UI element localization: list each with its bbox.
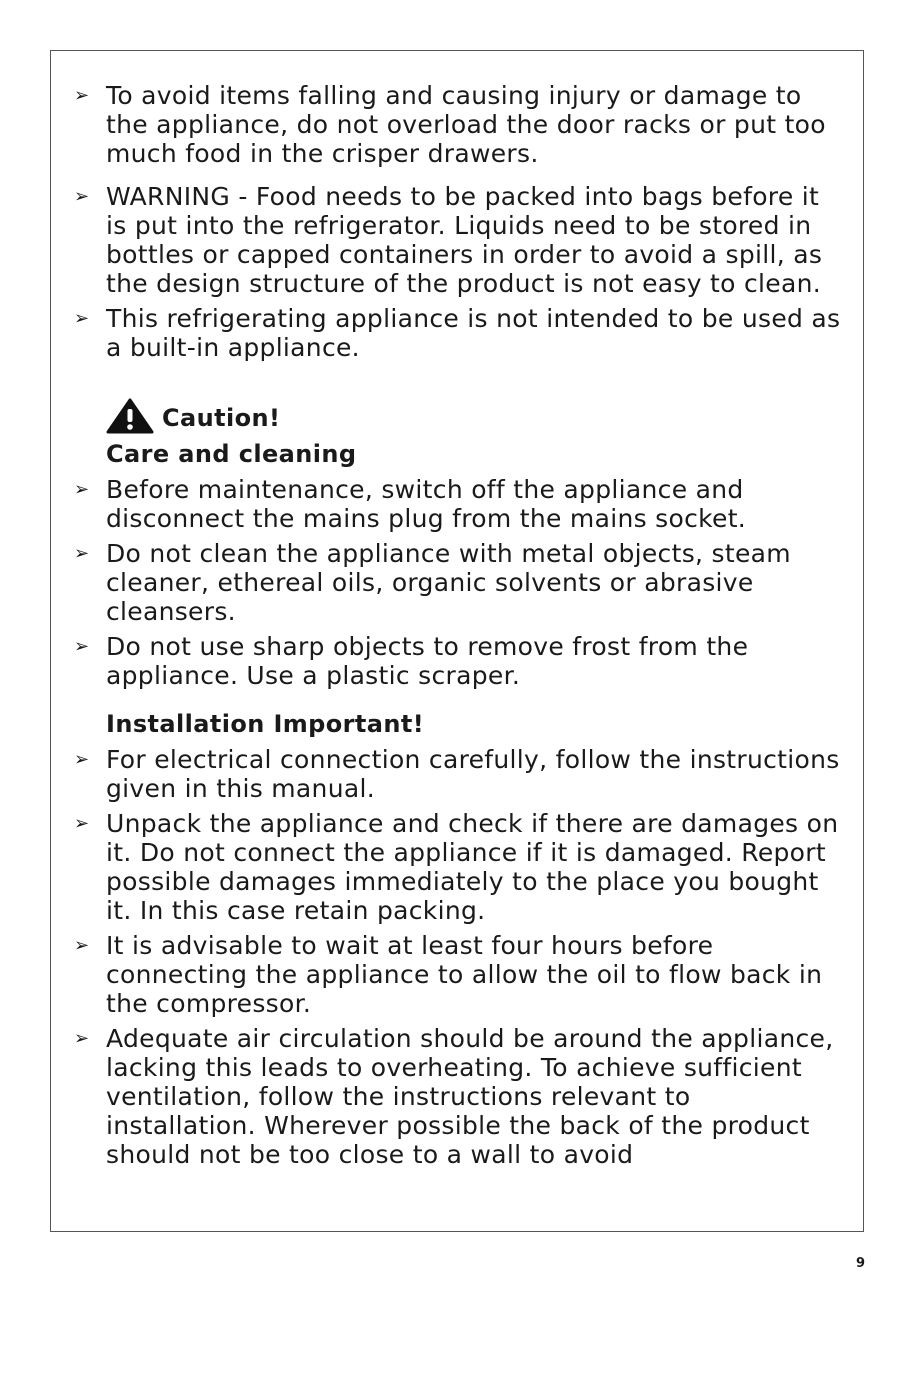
caution-block — [74, 398, 844, 438]
item-text: Unpack the appliance and check if there are damages on it. Do not connect the appliance if it is damaged. Report possible damages immediately to the place you bought it. In this case retain packing. — [106, 809, 839, 925]
list-item — [74, 81, 844, 168]
installation-heading: Installation Important! — [106, 710, 425, 738]
item-text: WARNING - Food needs to be packed into bags before it is put into the refrigerator. Liquids need to be stored in bottles or capped containers in order to avoid a spill, as the design structure of the product is not easy to clean. — [106, 182, 823, 298]
list-item — [74, 632, 844, 690]
list-item — [74, 539, 844, 626]
arrow-bullet-icon: ➢ — [74, 186, 90, 207]
arrow-bullet-icon: ➢ — [74, 479, 90, 500]
page-content — [74, 81, 844, 1169]
arrow-bullet-icon: ➢ — [74, 308, 90, 329]
list-item — [74, 475, 844, 533]
item-text: To avoid items falling and causing injury or damage to the appliance, do not overload the door racks or put too much food in the crisper drawers. — [106, 81, 826, 168]
list-item — [74, 745, 844, 803]
arrow-bullet-icon: ➢ — [74, 85, 90, 106]
list-item — [74, 931, 844, 1018]
arrow-bullet-icon: ➢ — [74, 935, 90, 956]
arrow-bullet-icon: ➢ — [74, 636, 90, 657]
warning-triangle-icon — [106, 398, 154, 434]
item-text: Adequate air circulation should be around the appliance, lacking this leads to overheating. To achieve sufficient ventilation, follow the instructions relevant to installation. Wherever possible the back of the product should not be too close to a wall to avoid — [106, 1024, 834, 1169]
list-item — [74, 809, 844, 925]
list-item — [74, 304, 844, 362]
list-item — [74, 1024, 844, 1169]
arrow-bullet-icon: ➢ — [74, 1028, 90, 1049]
arrow-bullet-icon: ➢ — [74, 749, 90, 770]
item-text: This refrigerating appliance is not intended to be used as a built-in appliance. — [106, 304, 841, 362]
content-frame — [50, 50, 864, 1232]
arrow-bullet-icon: ➢ — [74, 543, 90, 564]
item-text: For electrical connection carefully, follow the instructions given in this manual. — [106, 745, 840, 803]
list-item — [74, 182, 844, 298]
care-heading: Care and cleaning — [106, 440, 357, 468]
item-text: It is advisable to wait at least four hours before connecting the appliance to allow the oil to flow back in the compressor. — [106, 931, 823, 1018]
item-text: Before maintenance, switch off the appliance and disconnect the mains plug from the mains socket. — [106, 475, 747, 533]
arrow-bullet-icon: ➢ — [74, 813, 90, 834]
item-text: Do not use sharp objects to remove frost from the appliance. Use a plastic scraper. — [106, 632, 749, 690]
item-text: Do not clean the appliance with metal objects, steam cleaner, ethereal oils, organic solvents or abrasive cleansers. — [106, 539, 791, 626]
caution-label: Caution! — [162, 404, 281, 432]
page-number: 9 — [856, 1256, 866, 1271]
